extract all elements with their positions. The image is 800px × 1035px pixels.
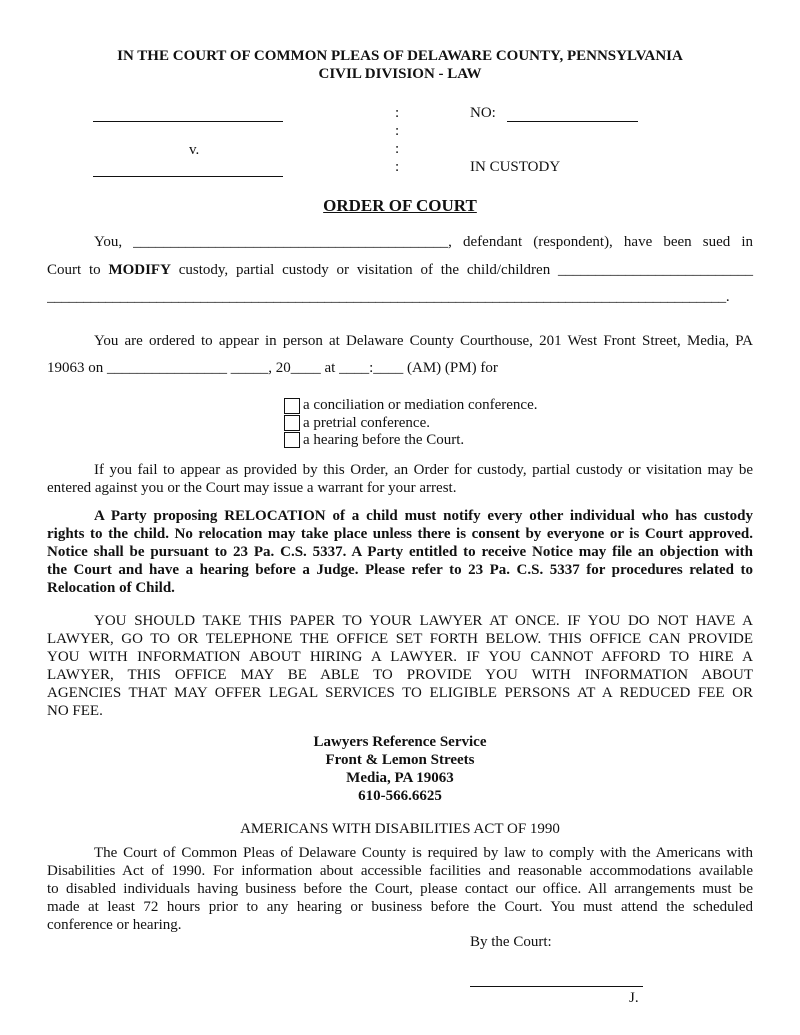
plaintiff-blank[interactable]: [93, 121, 283, 122]
modify-emphasis: MODIFY: [108, 262, 171, 278]
page-title: ORDER OF COURT: [323, 196, 477, 215]
paragraph-line: If you fail to appear as provided by this Order, an Order for custody, partial custody or visitation may be: [94, 462, 753, 478]
by-the-court-label: By the Court:: [470, 934, 552, 950]
sued-line-1: You, __________________________________________, defendant (respondent), have been sued in: [94, 234, 753, 250]
case-number-blank[interactable]: [507, 121, 638, 122]
paragraph-line: Notice shall be pursuant to 23 Pa. C.S. 5337. A Party entitled to receive Notice may file an objection with: [47, 544, 753, 560]
service-name: Lawyers Reference Service: [313, 734, 487, 750]
paragraph-line: Disabilities Act of 1990. For information about accessible facilities and reasonable accommodations available: [47, 863, 753, 879]
appear-date-time-line[interactable]: 19063 on ________________ _____, 20____ at ____:____ (AM) (PM) for: [47, 360, 498, 376]
paragraph-line: the Court and have a hearing before a Judge. Please refer to 23 Pa. C.S. 5337 for procedures related to: [47, 562, 753, 578]
judge-signature-line[interactable]: [470, 986, 643, 987]
service-street: Front & Lemon Streets: [325, 752, 475, 768]
caption-colon: :: [395, 105, 400, 121]
paragraph-line: A Party proposing RELOCATION of a child must notify every other individual who has custody: [94, 508, 753, 524]
sued-rest: custody, partial custody or visitation of the child/children __________________________: [170, 262, 753, 278]
paragraph-line: AGENCIES THAT MAY OFFER LEGAL SERVICES TO ELIGIBLE PERSONS AT A REDUCED FEE OR: [47, 685, 753, 701]
children-names-blank[interactable]: _____________________________________________________________________________________________.: [47, 289, 730, 305]
paragraph-line: Relocation of Child.: [47, 580, 175, 596]
appear-line-1: You are ordered to appear in person at Delaware County Courthouse, 201 West Front Street, Media, PA: [94, 333, 753, 349]
paragraph-line: entered against you or the Court may issue a warrant for your arrest.: [47, 480, 457, 496]
caption-colon: :: [395, 159, 400, 175]
paragraph-line: LAWYER, GO TO OR TELEPHONE THE OFFICE SET FORTH BELOW. THIS OFFICE CAN PROVIDE: [47, 631, 753, 647]
option-pretrial: a pretrial conference.: [303, 415, 430, 431]
in-custody-label: IN CUSTODY: [470, 159, 561, 175]
checkbox-conciliation[interactable]: [284, 398, 300, 414]
paragraph-line: The Court of Common Pleas of Delaware County is required by law to comply with the Americans with: [94, 845, 753, 861]
checkbox-pretrial[interactable]: [284, 415, 300, 431]
paragraph-line: conference or hearing.: [47, 917, 182, 933]
paragraph-line: to disabled individuals having business before the Court, please contact our office. All arrangements must be: [47, 881, 753, 897]
sued-line-2: [47, 261, 753, 279]
versus-label: v.: [189, 142, 200, 158]
division-header: CIVIL DIVISION - LAW: [318, 66, 482, 82]
paragraph-line: YOU WITH INFORMATION ABOUT HIRING A LAWYER. IF YOU CANNOT AFFORD TO HIRE A: [47, 649, 753, 665]
case-number-label: NO:: [470, 105, 496, 121]
paragraph-line: LAWYER, THIS OFFICE MAY BE ABLE TO PROVIDE YOU WITH INFORMATION ABOUT: [47, 667, 753, 683]
paragraph-line: made at least 72 hours prior to any hearing or business before the Court. You must attend the scheduled: [47, 899, 753, 915]
judge-suffix: J.: [629, 990, 639, 1006]
paragraph-line: NO FEE.: [47, 703, 103, 719]
paragraph-line: YOU SHOULD TAKE THIS PAPER TO YOUR LAWYER AT ONCE. IF YOU DO NOT HAVE A: [94, 613, 753, 629]
service-city: Media, PA 19063: [346, 770, 454, 786]
service-phone: 610-566.6625: [358, 788, 442, 804]
sued-prefix: Court to: [47, 262, 109, 278]
paragraph-line: rights to the child. No relocation may take place unless there is consent by everyone or is Court approved.: [47, 526, 753, 542]
option-hearing: a hearing before the Court.: [303, 432, 465, 448]
defendant-blank[interactable]: [93, 176, 283, 177]
caption-colon: :: [395, 123, 400, 139]
option-conciliation: a conciliation or mediation conference.: [303, 397, 538, 413]
ada-title: AMERICANS WITH DISABILITIES ACT OF 1990: [240, 821, 560, 837]
caption-colon: :: [395, 141, 400, 157]
court-header: IN THE COURT OF COMMON PLEAS OF DELAWARE COUNTY, PENNSYLVANIA: [117, 48, 683, 64]
checkbox-hearing[interactable]: [284, 432, 300, 448]
